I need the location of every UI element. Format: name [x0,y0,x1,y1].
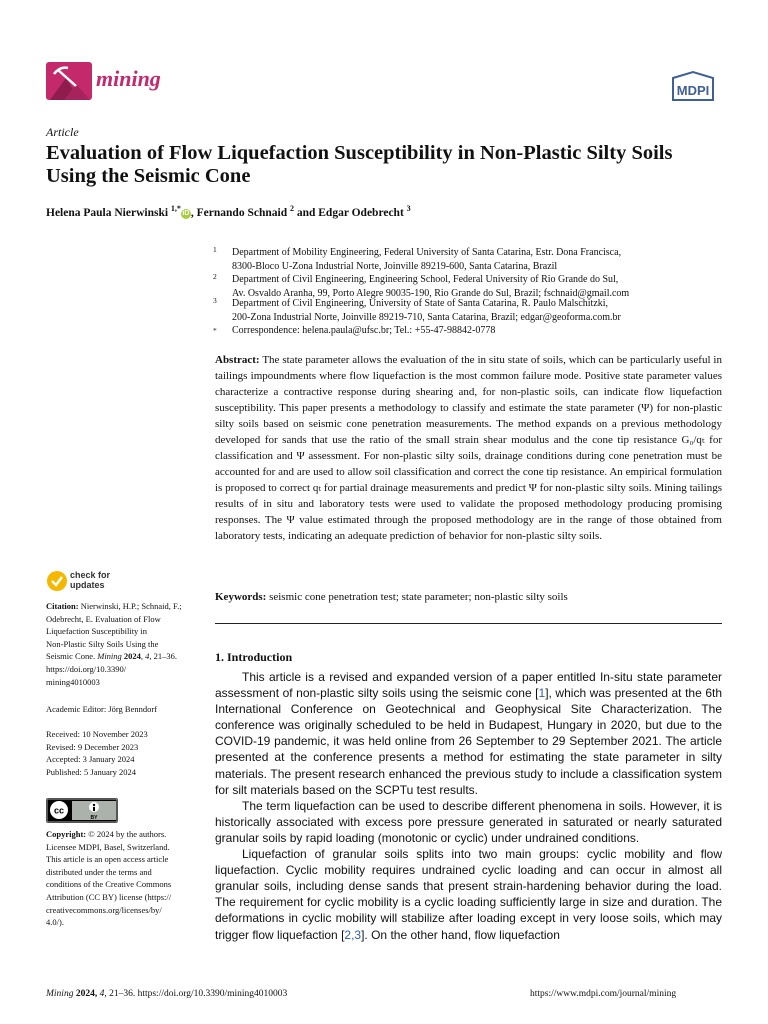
keywords-text: seismic cone penetration test; state parameter; non-plastic silty soils [269,591,568,603]
correspondence-mark: * [213,326,217,335]
license-link[interactable]: 4.0/). [46,917,64,928]
by-label: BY [90,815,98,821]
article-type: Article [46,125,79,139]
affiliation-number: 1 [213,245,217,254]
author-affiliation-mark: 1,* [170,204,181,213]
date-revised: Revised: 9 December 2023 [46,741,139,752]
abstract [215,352,722,544]
affiliation-number: 2 [213,272,217,281]
cc-label: cc [53,805,65,816]
affiliation-line: Department of Civil Engineering, Engineering School, Federal University of Rio Grande do Sul, [232,274,619,285]
citation-label: Citation: [46,601,79,611]
cc-by-license-icon[interactable] [46,798,118,823]
footer-citation: Mining 2024, 4, 21–36. https://doi.org/10.3390/mining4010003 [46,989,288,999]
article-title: Evaluation of Flow Liquefaction Susceptibility in Non-Plastic Silty Soils Using the Seismic Cone [46,142,673,187]
affiliation-line: Department of Mobility Engineering, Federal University of Santa Catarina, Estr. Dona Francisca, [232,247,622,258]
orcid-icon[interactable]: iD [182,209,190,217]
date-published: Published: 5 January 2024 [46,766,136,777]
affiliation-line: 200-Zona Industrial Norte, Joinville 89219-710, Santa Catarina, Brazil; edgar@geoforma.com.br [232,311,621,323]
paragraph: This article is a revised and expanded version of a paper entitled In-situ state parameter assessment of non-plastic silty soils using the seismic cone [1], which was presented at the 6th International Conference on Geotechnical and Geophysical Site Characterization. The conference was originally scheduled to be held in Budapest, Hungary in 2020, but due to the COVID-19 pandemic, it was held online from 26 September to 29 September 2021. The article presented at the conference presents a method for estimating the state parameter in silty materials. The present research enhanced the previous study to include a classification system for silt materials based on the SCPTu test results. [215,670,723,797]
affiliation-line: 8300-Bloco U-Zona Industrial Norte, Joinville 89219-600, Santa Catarina, Brazil [232,260,558,272]
mdpi-logo-icon [667,70,719,102]
citation-doi-link[interactable]: mining4010003 [46,676,100,687]
correspondence-text: Correspondence: helena.paula@ufsc.br; Tel.: +55-47-98842-0778 [232,325,496,336]
date-accepted: Accepted: 3 January 2024 [46,754,135,765]
author-name: Fernando Schnaid [196,206,288,219]
author-name: Edgar Odebrecht [318,206,404,219]
copyright-label: Copyright: [46,829,87,839]
author-affiliation-mark: 3 [406,204,411,213]
affiliation-line: Department of Civil Engineering, University of State of Santa Catarina, R. Paulo Malschitzki, [232,298,609,309]
citation-link[interactable]: 2,3 [344,927,362,942]
check-for-updates-label[interactable]: check for updates [70,570,111,590]
affiliation-line: Av. Osvaldo Aranha, 99, Porto Alegre 90035-190, Rio Grande do Sul, Brazil; fschnaid@gmail.com [232,287,630,299]
section-title: 1. Introduction [215,650,293,664]
citation-doi-link[interactable]: https://doi.org/10.3390/ [46,663,127,674]
author-list: Helena Paula Nierwinski $^{1,*}$iD , Fernando Schnaid $^2$ and Edgar Odebrecht $^3$ [46,204,411,219]
license-link[interactable]: Attribution (CC BY) license (https:// [46,891,172,902]
author-conjunction: and [296,206,316,219]
keywords-label: Keywords: [215,591,267,603]
author-affiliation-mark: 2 [289,204,294,213]
abstract-text: The state parameter allows the evaluation of the in situ state of soils, which can be particularly useful in tailings impoundments where flow liquefaction is the most common failure mode. Positive state parameter values characterize a contractive response during shearing and, for non-plastic soils, can indicate flow liquefaction susceptibility. This paper presents a methodology to classify and estimate the state parameter (Ψ) for non-plastic silty soils based on seismic cone penetration measurements. The method expands on a previous methodology developed for sands that use the ratio of the small strain shear modulus and the cone tip resistance G₀/qₜ for classification and Ψ assessment. For non-plastic silty soils, drainage conditions during cone penetration must be accounted for and are used to allow soil classification and correct the cone tip resistance. An empirical formulation is proposed to correct qₜ for partial drainage measurements and predict Ψ for non-plastic silty soils. Mining tailings results of in situ and laboratory tests were used to validate the proposed methodology producing promising responses. The Ψ value estimated through the proposed methodology are in the range of those obtained from laboratory tests, indicating an adequate prediction of behavior for non-plastic silty soils. [215,354,722,542]
date-received: Received: 10 November 2023 [46,729,148,739]
journal-name: mining [96,66,161,91]
publisher-name: MDPI [676,83,710,98]
copyright-block: Copyright: © 2024 by the authors. Licensee MDPI, Basel, Switzerland. This article is an open access article distributed under the terms and conditions of the Creative Commons Attribution (CC BY) license (https:// creativecommons.org/licenses/by/ 4.0/). [46,829,172,928]
affiliation-number: 3 [213,296,217,305]
dates-block [46,728,198,778]
introduction-body [215,669,722,943]
abstract-label: Abstract: [215,354,260,366]
academic-editor: Academic Editor: Jörg Benndorf [46,704,158,714]
paragraph: The term liquefaction can be used to describe different phenomena in soils. However, it is historically associated with excess pore pressure generated in saturated or nearly saturated granular soils by rapid loading (monotonic or cyclic) under undrained conditions. [215,798,722,845]
citation-link[interactable]: 1 [538,686,546,701]
section-divider [215,623,722,624]
paragraph: Liquefaction of granular soils splits into two main groups: cyclic mobility and flow liquefaction. Cyclic mobility requires undrained cyclic loading and can occur in almost all granular soils, including dense sands that present strain-hardening behavior during the load. The requirement for cyclic mobility is a cyclic loading sufficiently large in size and duration. The deformations in cyclic mobility will stabilize after loading except in very loose soils, which may trigger flow liquefaction [2,3]. On the other hand, flow liquefaction [215,847,722,942]
author-name: Helena Paula Nierwinski [46,206,169,219]
citation-block: Citation: Nierwinski, H.P.; Schnaid, F.; Odebrecht, E. Evaluation of Flow Liquefaction Susceptibility in Non-Plastic Silty Soils Using the Seismic Cone. Mining 2024, 4, 21–36. https://doi.org/10.3390/ mining4010003 [46,601,182,687]
keywords [215,589,722,605]
check-for-updates-icon[interactable] [46,570,68,592]
journal-logo-icon [46,62,92,100]
license-link[interactable]: creativecommons.org/licenses/by/ [46,904,162,915]
footer-journal-url[interactable]: https://www.mdpi.com/journal/mining [530,989,677,999]
